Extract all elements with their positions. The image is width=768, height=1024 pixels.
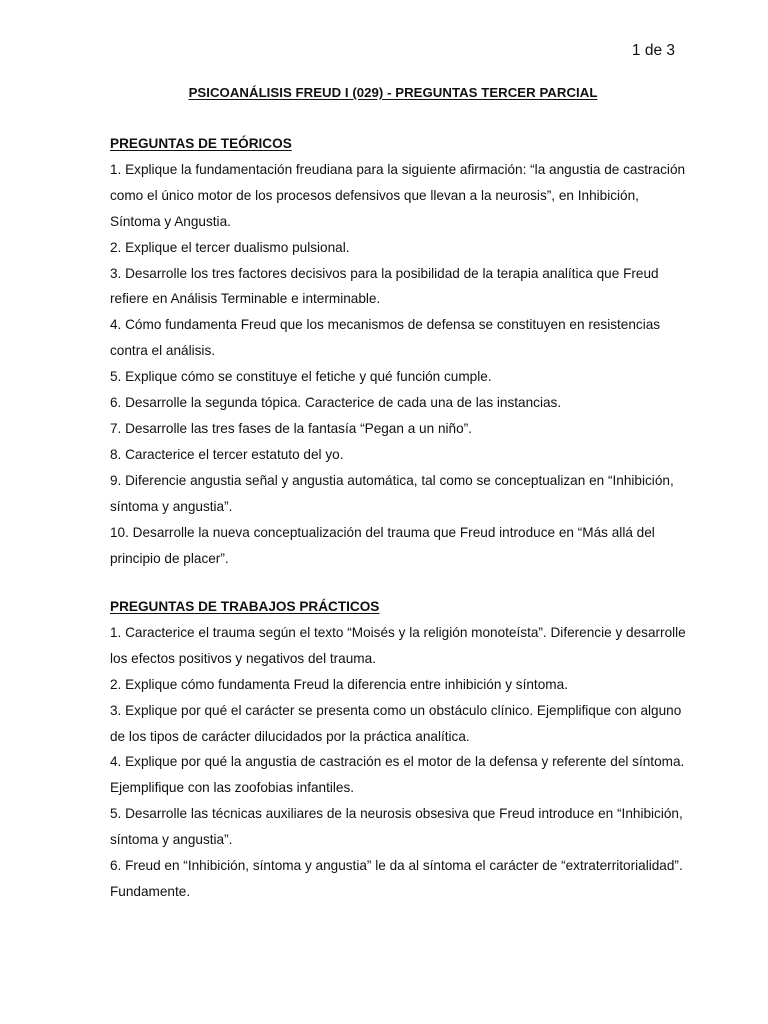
question-item: 4. Explique por qué la angustia de castración es el motor de la defensa y referente del síntoma. Ejemplifique con las zoofobias infantiles. <box>110 754 685 796</box>
question-item: 10. Desarrolle la nueva conceptualización del trauma que Freud introduce en “Más allá del principio de placer”. <box>110 524 655 566</box>
document-title: PSICOANÁLISIS FREUD I (029) - PREGUNTAS TERCER PARCIAL <box>188 85 598 100</box>
question-item: 6. Desarrolle la segunda tópica. Caracterice de cada una de las instancias. <box>110 395 562 411</box>
question-item: 6. Freud en “Inhibición, síntoma y angustia” le da al síntoma el carácter de “extraterritorialidad”. Fundamente. <box>110 858 683 899</box>
question-item: 2. Explique cómo fundamenta Freud la diferencia entre inhibición y síntoma. <box>110 676 568 692</box>
practice-heading: PREGUNTAS DE TRABAJOS PRÁCTICOS <box>110 599 380 614</box>
question-item: 2. Explique el tercer dualismo pulsional. <box>110 239 350 255</box>
theory-heading: PREGUNTAS DE TEÓRICOS <box>110 136 292 151</box>
page-counter: 1 de 3 <box>631 42 675 59</box>
question-item: 3. Explique por qué el carácter se presenta como un obstáculo clínico. Ejemplifique con alguno de los tipos de carácter dilucidados por la práctica analítica. <box>110 702 682 744</box>
theory-question-list <box>110 157 688 572</box>
question-item: 8. Caracterice el tercer estatuto del yo. <box>110 446 344 462</box>
question-item: 4. Cómo fundamenta Freud que los mecanismos de defensa se constituyen en resistencias contra el análisis. <box>110 317 661 359</box>
question-item: 5. Explique cómo se constituye el fetiche y qué función cumple. <box>110 369 492 385</box>
practice-section <box>110 594 688 905</box>
question-item: 1. Caracterice el trauma según el texto “Moisés y la religión monoteísta”. Diferencie y desarrolle los efectos positivos y negativos del trauma. <box>110 624 686 666</box>
question-item: 9. Diferencie angustia señal y angustia automática, tal como se conceptualizan en “Inhibición, síntoma y angustia”. <box>110 472 674 514</box>
question-item: 7. Desarrolle las tres fases de la fantasía “Pegan a un niño”. <box>110 420 472 436</box>
theory-section <box>110 131 688 571</box>
question-item: 3. Desarrolle los tres factores decisivos para la posibilidad de la terapia analítica que Freud refiere en Análisis Terminable e interminable. <box>110 265 659 307</box>
practice-question-list <box>110 620 688 905</box>
question-item: 5. Desarrolle las técnicas auxiliares de la neurosis obsesiva que Freud introduce en “Inhibición, síntoma y angustia”. <box>110 806 683 848</box>
question-item: 1. Explique la fundamentación freudiana para la siguiente afirmación: “la angustia de castración como el único motor de los procesos defensivos que llevan a la neurosis”, en Inhibición, Síntoma y Angustia. <box>110 161 686 229</box>
